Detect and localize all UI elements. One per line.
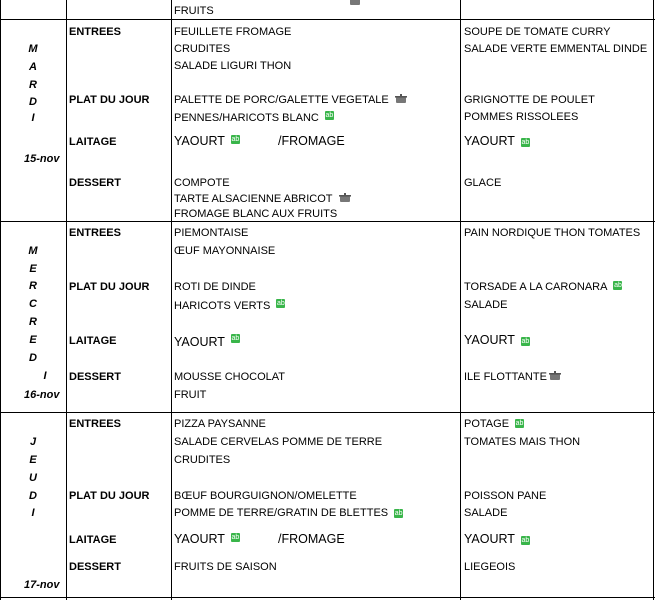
menu-item: FROMAGE BLANC AUX FRUITS xyxy=(174,208,338,220)
menu-item: GRIGNOTTE DE POULET xyxy=(464,94,595,106)
category-label: ENTREES xyxy=(69,227,121,239)
menu-item: /FROMAGE xyxy=(278,134,345,148)
organic-label-icon: ab xyxy=(325,112,334,119)
category-label: PLAT DU JOUR xyxy=(69,281,150,293)
menu-item: CRUDITES xyxy=(174,43,231,55)
menu-item: PENNES/HARICOTS BLANC ab xyxy=(174,112,334,124)
organic-label-icon: ab xyxy=(521,338,530,345)
menu-item: YAOURT ab xyxy=(464,134,530,148)
menu-item: SALADE xyxy=(464,507,508,519)
menu-item: POTAGE ab xyxy=(464,418,524,430)
organic-label-icon: ab xyxy=(394,510,403,517)
menu-item: YAOURT ab xyxy=(464,333,530,347)
menu-item: PIEMONTAISE xyxy=(174,227,249,239)
menu-item: ROTI DE DINDE xyxy=(174,281,256,293)
day-letter: R xyxy=(29,280,37,292)
menu-item: TORSADE A LA CARONARA ab xyxy=(464,281,622,293)
row-divider xyxy=(0,597,655,598)
organic-label-icon: ab xyxy=(614,282,622,289)
category-label: LAITAGE xyxy=(69,335,117,347)
menu-item: YAOURT ab xyxy=(174,134,240,148)
day-letter: U xyxy=(29,472,37,484)
menu-item: PIZZA PAYSANNE xyxy=(174,418,266,430)
menu-item: TARTE ALSACIENNE ABRICOT xyxy=(174,193,351,206)
day-date: 17-nov xyxy=(24,579,60,591)
menu-item: SALADE LIGURI THON xyxy=(174,60,292,72)
menu-item: COMPOTE xyxy=(174,177,230,189)
organic-label-icon: ab xyxy=(231,335,240,342)
cooking-pot-icon xyxy=(549,371,561,381)
day-letter: E xyxy=(29,454,37,466)
day-date: 16-nov xyxy=(24,389,60,401)
organic-label-icon: ab xyxy=(521,139,530,146)
row-divider xyxy=(0,221,655,222)
category-label: PLAT DU JOUR xyxy=(69,94,150,106)
menu-item: FEUILLETE FROMAGE xyxy=(174,26,292,38)
category-label: ENTREES xyxy=(69,26,121,38)
cooking-pot-icon xyxy=(349,0,361,6)
organic-label-icon: ab xyxy=(515,420,524,427)
menu-item: FRUITS DE SAISON xyxy=(174,561,277,573)
table-border-right xyxy=(653,0,654,600)
day-letter: A xyxy=(29,61,37,73)
day-letter: R xyxy=(29,79,37,91)
day-letter: J xyxy=(29,436,37,448)
menu-item: POISSON PANE xyxy=(464,490,547,502)
menu-item: HARICOTS VERTS ab xyxy=(174,300,285,312)
menu-item: YAOURT ab xyxy=(174,335,240,349)
day-letter: M xyxy=(28,43,38,55)
cooking-pot-icon xyxy=(339,193,351,203)
menu-item: ILE FLOTTANTE xyxy=(464,371,561,384)
menu-item: PALETTE DE PORC/GALETTE VEGETALE xyxy=(174,94,407,107)
organic-label-icon: ab xyxy=(521,537,530,544)
column-divider xyxy=(66,0,67,600)
menu-item: POMMES RISSOLEES xyxy=(464,111,579,123)
menu-item: /FROMAGE xyxy=(278,532,345,546)
menu-item: FRUITS xyxy=(174,5,214,17)
menu-item: CRUDITES xyxy=(174,454,231,466)
menu-item: YAOURT ab xyxy=(464,532,530,546)
category-label: ENTREES xyxy=(69,418,121,430)
menu-item: SALADE VERTE EMMENTAL DINDE xyxy=(464,43,648,55)
cooking-pot-icon xyxy=(395,94,407,104)
category-label: PLAT DU JOUR xyxy=(69,490,150,502)
row-divider xyxy=(0,412,655,413)
day-letter: R xyxy=(29,316,37,328)
day-letter: D xyxy=(29,490,37,502)
day-letter: E xyxy=(29,334,37,346)
row-divider xyxy=(0,19,655,20)
menu-item: SALADE xyxy=(464,299,508,311)
menu-item: BŒUF BOURGUIGNON/OMELETTE xyxy=(174,490,357,502)
menu-item: PAIN NORDIQUE THON TOMATES xyxy=(464,227,641,239)
organic-label-icon: ab xyxy=(231,136,240,143)
menu-item: ŒUF MAYONNAISE xyxy=(174,245,276,257)
day-letter: I xyxy=(43,370,47,382)
menu-item: SOUPE DE TOMATE CURRY xyxy=(464,26,611,38)
column-divider xyxy=(171,0,172,600)
column-divider xyxy=(460,0,461,600)
menu-item: SALADE CERVELAS POMME DE TERRE xyxy=(174,436,383,448)
menu-item: FRUIT xyxy=(174,389,207,401)
category-label: DESSERT xyxy=(69,371,121,383)
day-letter: I xyxy=(31,112,35,124)
organic-label-icon: ab xyxy=(276,300,285,307)
day-letter: M xyxy=(28,245,38,257)
day-date: 15-nov xyxy=(24,153,60,165)
day-letter: E xyxy=(29,263,37,275)
day-letter: D xyxy=(29,352,37,364)
menu-item: LIEGEOIS xyxy=(464,561,516,573)
menu-item: TOMATES MAIS THON xyxy=(464,436,581,448)
menu-item: MOUSSE CHOCOLAT xyxy=(174,371,286,383)
day-letter: C xyxy=(29,298,37,310)
menu-item: GLACE xyxy=(464,177,502,189)
category-label: DESSERT xyxy=(69,177,121,189)
menu-item: POMME DE TERRE/GRATIN DE BLETTES ab xyxy=(174,507,403,519)
day-letter: I xyxy=(31,507,35,519)
day-letter: D xyxy=(29,96,37,108)
organic-label-icon: ab xyxy=(231,534,240,541)
category-label: LAITAGE xyxy=(69,136,117,148)
category-label: LAITAGE xyxy=(69,534,117,546)
category-label: DESSERT xyxy=(69,561,121,573)
menu-item: YAOURT ab xyxy=(174,532,240,546)
